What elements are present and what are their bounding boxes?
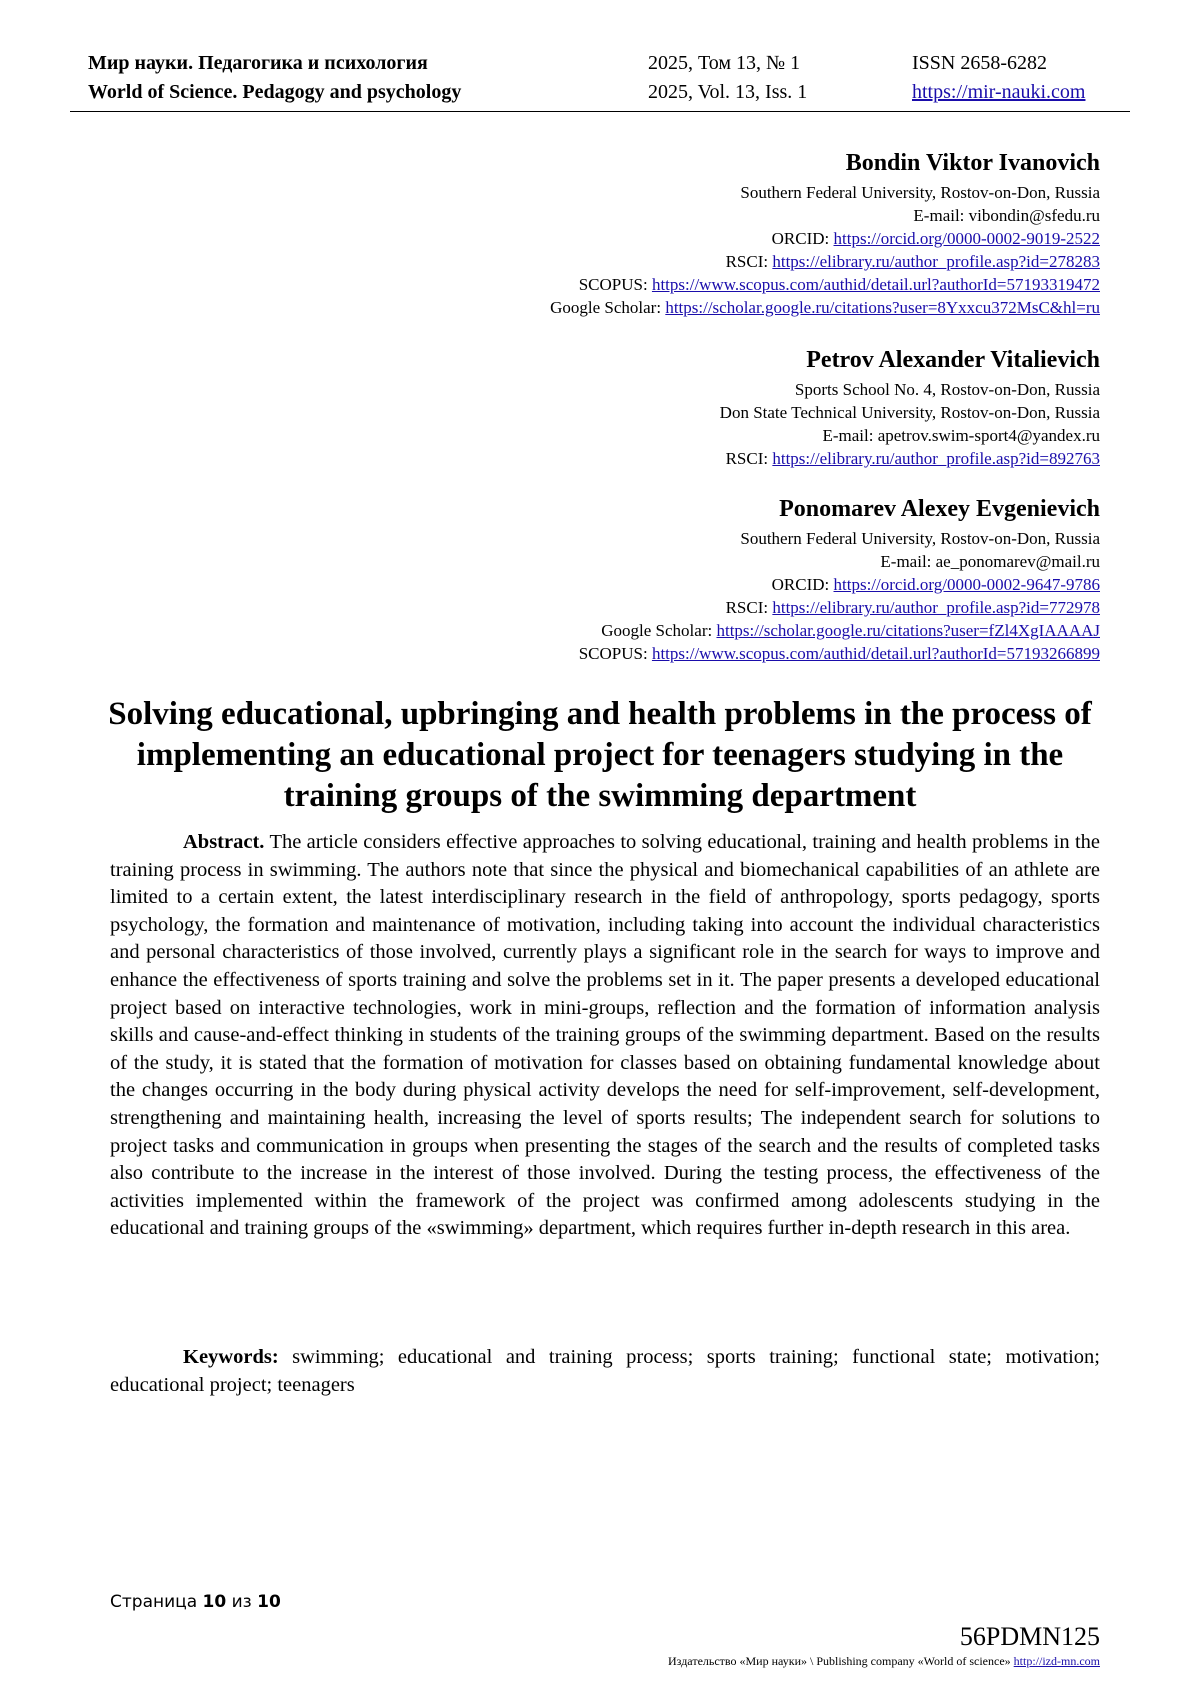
abstract-paragraph bbox=[110, 829, 1100, 1243]
page-separator: из bbox=[226, 1592, 258, 1612]
author-scopus bbox=[579, 642, 1100, 665]
author-name: Bondin Viktor Ivanovich bbox=[845, 150, 1100, 176]
author-rsci bbox=[550, 250, 1100, 273]
author-block bbox=[720, 344, 1100, 470]
author-orcid bbox=[550, 227, 1100, 250]
author-affiliation: Southern Federal University, Rostov-on-Don, Russia bbox=[740, 529, 1100, 548]
keywords-label: Keywords: bbox=[183, 1346, 279, 1368]
author-email: E-mail: ae_ponomarev@mail.ru bbox=[880, 552, 1100, 571]
rsci-link[interactable]: https://elibrary.ru/author_profile.asp?id=772978 bbox=[772, 598, 1100, 617]
page-prefix: Страница bbox=[110, 1592, 203, 1612]
article-code: 56PDMN125 bbox=[959, 1622, 1100, 1651]
issue-en: 2025, Vol. 13, Iss. 1 bbox=[648, 81, 808, 103]
article-title: Solving educational, upbringing and health problems in the process of implementing an educational project for teenagers studying in the training groups of the swimming department bbox=[108, 696, 1092, 814]
google-scholar-label: Google Scholar: bbox=[550, 298, 666, 317]
journal-header bbox=[70, 52, 1130, 112]
journal-site-link[interactable]: https://mir-nauki.com bbox=[912, 81, 1086, 103]
scopus-label: SCOPUS: bbox=[578, 275, 652, 294]
scopus-link[interactable]: https://www.scopus.com/authid/detail.url?authorId=57193266899 bbox=[651, 644, 1100, 663]
author-google-scholar bbox=[579, 619, 1100, 642]
author-email: E-mail: vibondin@sfedu.ru bbox=[913, 206, 1100, 225]
author-affiliation: Sports School No. 4, Rostov-on-Don, Russia bbox=[794, 380, 1100, 399]
abstract-label: Abstract. bbox=[183, 831, 265, 853]
author-google-scholar bbox=[550, 296, 1100, 319]
orcid-label: ORCID: bbox=[771, 229, 834, 248]
issn: ISSN 2658-6282 bbox=[912, 52, 1048, 74]
journal-title-en: World of Science. Pedagogy and psychology bbox=[88, 81, 462, 103]
orcid-label: ORCID: bbox=[771, 575, 834, 594]
author-scopus bbox=[550, 273, 1100, 296]
keywords-paragraph bbox=[110, 1344, 1100, 1399]
journal-title-ru: Мир науки. Педагогика и психология bbox=[88, 52, 428, 74]
publisher-text: Издательство «Мир науки» \ Publishing company «World of science» bbox=[668, 1654, 1014, 1668]
author-affiliation: Southern Federal University, Rostov-on-Don, Russia bbox=[740, 183, 1100, 202]
issue-ru: 2025, Том 13, № 1 bbox=[648, 52, 801, 74]
rsci-link[interactable]: https://elibrary.ru/author_profile.asp?id=278283 bbox=[772, 252, 1100, 271]
author-affiliation: Don State Technical University, Rostov-on-Don, Russia bbox=[719, 403, 1100, 422]
publisher-link[interactable]: http://izd-mn.com bbox=[1013, 1654, 1100, 1668]
rsci-label: RSCI: bbox=[725, 598, 773, 617]
rsci-label: RSCI: bbox=[725, 449, 773, 468]
author-rsci bbox=[579, 596, 1100, 619]
page-total: 10 bbox=[257, 1592, 281, 1612]
abstract-text: The article considers effective approaches to solving educational, training and health problems in the training process in swimming. The authors note that since the physical and biomechanical capabilities of an athlete are limited to a certain extent, the latest interdisciplinary research in the field of anthropology, sports pedagogy, sports psychology, the formation and maintenance of motivation, including taking into account the individual characteristics and personal characteristics of those involved, currently plays a significant role in the search for ways to improve and enhance the effectiveness of sports training and solve the problems set in it. The paper presents a developed educational project based on interactive technologies, work in mini-groups, reflection and the formation of information analysis skills and cause-and-effect thinking in students of the training groups of the swimming department. Based on the results of the study, it is stated that the formation of motivation for classes based on obtaining fundamental knowledge about the changes occurring in the body during physical activity develops the need for self-improvement, self-development, strengthening and maintaining health, increasing the level of sports results; The independent search for solutions to project tasks and communication in groups when presenting the stages of the search and the results of completed tasks also contribute to the increase in the interest of those involved. During the testing process, the effectiveness of the activities implemented within the framework of the project was confirmed among adolescents studying in the educational and training groups of the «swimming» department, which requires further in-depth research in this area. bbox=[110, 831, 1100, 1240]
header-row-ru bbox=[70, 52, 1130, 80]
publisher-line bbox=[668, 1654, 1100, 1669]
google-scholar-label: Google Scholar: bbox=[601, 621, 717, 640]
keywords-text: swimming; educational and training process; sports training; functional state; motivation; educational project; teenagers bbox=[110, 1346, 1100, 1396]
author-name: Petrov Alexander Vitalievich bbox=[806, 347, 1100, 373]
rsci-label: RSCI: bbox=[725, 252, 773, 271]
author-orcid bbox=[579, 573, 1100, 596]
scopus-link[interactable]: https://www.scopus.com/authid/detail.url?authorId=57193319472 bbox=[651, 275, 1100, 294]
author-block bbox=[579, 493, 1100, 665]
keywords-section bbox=[110, 1344, 1100, 1399]
google-scholar-link[interactable]: https://scholar.google.ru/citations?user=8Yxxcu372MsC&hl=ru bbox=[665, 298, 1100, 317]
page-number bbox=[110, 1592, 281, 1612]
orcid-link[interactable]: https://orcid.org/0000-0002-9019-2522 bbox=[833, 229, 1100, 248]
scopus-label: SCOPUS: bbox=[578, 644, 652, 663]
page-current: 10 bbox=[202, 1592, 227, 1612]
abstract-section bbox=[110, 829, 1100, 1243]
orcid-link[interactable]: https://orcid.org/0000-0002-9647-9786 bbox=[833, 575, 1100, 594]
header-divider bbox=[70, 111, 1130, 112]
author-rsci bbox=[720, 447, 1100, 470]
author-name: Ponomarev Alexey Evgenievich bbox=[779, 496, 1100, 522]
google-scholar-link[interactable]: https://scholar.google.ru/citations?user=fZl4XgIAAAAJ bbox=[716, 621, 1100, 640]
author-block bbox=[550, 147, 1100, 319]
header-row-en bbox=[70, 81, 1130, 109]
rsci-link[interactable]: https://elibrary.ru/author_profile.asp?id=892763 bbox=[772, 449, 1100, 468]
author-email: E-mail: apetrov.swim-sport4@yandex.ru bbox=[822, 426, 1100, 445]
